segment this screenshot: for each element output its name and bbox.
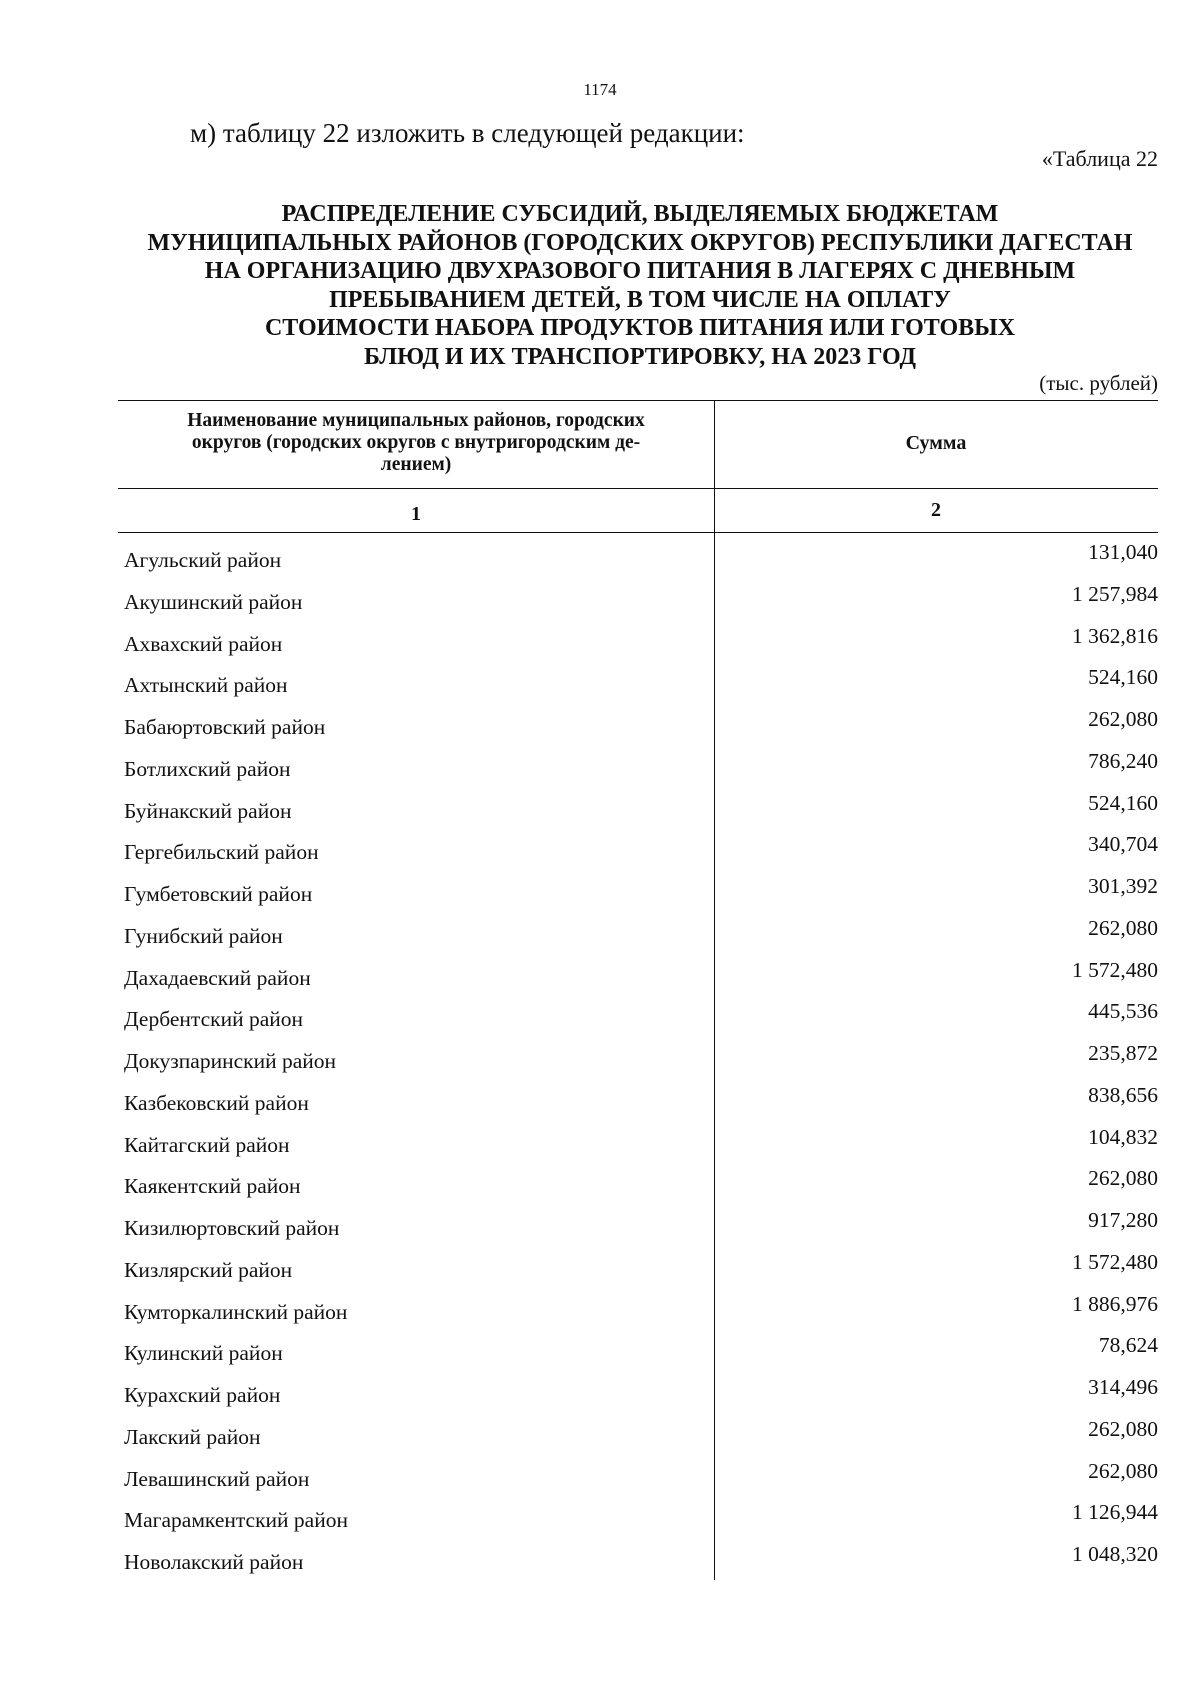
subsidy-amount: 786,240 (1088, 748, 1158, 773)
table-body (118, 540, 1158, 1584)
subsidy-amount: 524,160 (1088, 665, 1158, 690)
title-line: РАСПРЕДЕЛЕНИЕ СУБСИДИЙ, ВЫДЕЛЯЕМЫХ БЮДЖЕТАМ (281, 201, 999, 227)
table-row (118, 791, 1158, 833)
table-row (118, 1125, 1158, 1167)
district-name: Кулинский район (124, 1341, 283, 1366)
district-name: Ахвахский район (124, 631, 283, 656)
subsidy-amount: 104,832 (1088, 1124, 1158, 1149)
title-line: ПРЕБЫВАНИЕМ ДЕТЕЙ, В ТОМ ЧИСЛЕ НА ОПЛАТУ (329, 286, 951, 313)
title-line: СТОИМОСТИ НАБОРА ПРОДУКТОВ ПИТАНИЯ ИЛИ ГОТОВЫХ (264, 315, 1016, 341)
subsidy-amount: 1 572,480 (1072, 957, 1158, 982)
district-name: Агульский район (124, 548, 282, 572)
intro-text: м) таблицу 22 изложить в следующей редакции: (190, 118, 745, 148)
column-number-1: 1 (411, 503, 421, 525)
district-name: Гунибский район (124, 923, 283, 948)
subsidy-amount: 1 572,480 (1072, 1249, 1158, 1274)
table-label: «Таблица 22 (1041, 146, 1158, 171)
district-name: Докузпаринский район (124, 1049, 337, 1073)
header-name-column (118, 410, 714, 476)
subsidy-amount: 262,080 (1088, 1416, 1158, 1441)
table-row (118, 832, 1158, 874)
subsidy-amount: 524,160 (1088, 790, 1158, 815)
subsidy-amount: 1 126,944 (1072, 1500, 1158, 1525)
district-name: Новолакский район (124, 1550, 304, 1574)
table-row (118, 1166, 1158, 1208)
table-row (118, 749, 1158, 791)
district-name: Гергебильский район (124, 840, 319, 865)
subsidy-amount: 445,536 (1088, 999, 1158, 1024)
table-row (118, 1417, 1158, 1459)
subsidy-amount: 78,624 (1098, 1333, 1158, 1358)
subsidy-amount: 1 257,984 (1072, 581, 1158, 606)
subsidy-amount: 235,872 (1088, 1041, 1158, 1065)
table-row (118, 1459, 1158, 1501)
subsidy-amount: 301,392 (1088, 874, 1158, 898)
header-sum-column: Сумма (905, 432, 967, 454)
subsidy-amount: 314,496 (1088, 1375, 1158, 1399)
table-row (118, 958, 1158, 1000)
district-name: Каякентский район (124, 1174, 301, 1199)
district-name: Лакский район (124, 1424, 261, 1449)
header-line: округов (городских округов с внутригородским де- (191, 432, 641, 453)
subsidy-amount: 262,080 (1088, 1166, 1158, 1191)
table-row (118, 1250, 1158, 1292)
district-name: Магарамкентский район (124, 1508, 348, 1533)
header-line: лением) (380, 454, 452, 475)
table-row (118, 624, 1158, 666)
subsidy-amount: 262,080 (1088, 915, 1158, 940)
header-line: Наименование муниципальных районов, городских (187, 410, 645, 431)
subsidy-amount: 131,040 (1088, 540, 1158, 564)
table-row (118, 540, 1158, 582)
district-name: Казбековский район (124, 1090, 309, 1115)
district-name: Кумторкалинский район (124, 1299, 348, 1324)
title-line: НА ОРГАНИЗАЦИЮ ДВУХРАЗОВОГО ПИТАНИЯ В ЛАГЕРЯХ С ДНЕВНЫМ (204, 258, 1076, 284)
title-line: БЛЮД И ИХ ТРАНСПОРТИРОВКУ, НА 2023 ГОД (364, 343, 916, 370)
district-name: Кизлярский район (124, 1257, 293, 1282)
district-name: Курахский район (124, 1383, 281, 1407)
page-number: 1174 (583, 80, 617, 99)
units-label: (тыс. рублей) (1039, 371, 1158, 395)
table-row (118, 665, 1158, 707)
table-row (118, 1500, 1158, 1542)
district-name: Кайтагский район (124, 1132, 290, 1157)
table-row (118, 582, 1158, 624)
document-title (110, 200, 1170, 371)
district-name: Дахадаевский район (124, 965, 311, 990)
district-name: Левашинский район (124, 1466, 310, 1491)
table-row (118, 916, 1158, 958)
table-row (118, 874, 1158, 916)
header-divider (118, 488, 1158, 489)
table-row (118, 1333, 1158, 1375)
district-name: Акушинский район (124, 589, 303, 614)
subsidy-amount: 1 886,976 (1072, 1291, 1158, 1316)
district-name: Ахтынский район (124, 673, 288, 698)
subsidy-amount: 838,656 (1088, 1082, 1158, 1107)
district-name: Ботлихский район (124, 756, 291, 781)
district-name: Гумбетовский район (124, 882, 313, 906)
title-line: МУНИЦИПАЛЬНЫХ РАЙОНОВ (ГОРОДСКИХ ОКРУГОВ) РЕСПУБЛИКИ ДАГЕСТАН (147, 229, 1133, 256)
table-row (118, 1083, 1158, 1125)
column-number-2: 2 (931, 499, 941, 521)
district-name: Буйнакский район (124, 798, 292, 823)
column-number-divider (118, 532, 1158, 533)
table-row (118, 1292, 1158, 1334)
subsidy-amount: 262,080 (1088, 707, 1158, 731)
district-name: Кизилюртовский район (124, 1216, 340, 1240)
table-row (118, 999, 1158, 1041)
table-row (118, 1375, 1158, 1417)
district-name: Бабаюртовский район (124, 715, 326, 739)
table-row (118, 1542, 1158, 1584)
subsidy-amount: 917,280 (1088, 1208, 1158, 1232)
table-row (118, 1041, 1158, 1083)
subsidy-amount: 262,080 (1088, 1458, 1158, 1483)
table-row (118, 707, 1158, 749)
subsidy-amount: 1 048,320 (1072, 1542, 1158, 1566)
table-row (118, 1208, 1158, 1250)
table-top-border (118, 400, 1158, 401)
district-name: Дербентский район (124, 1007, 304, 1032)
subsidy-amount: 340,704 (1088, 832, 1158, 857)
subsidy-amount: 1 362,816 (1072, 623, 1158, 648)
